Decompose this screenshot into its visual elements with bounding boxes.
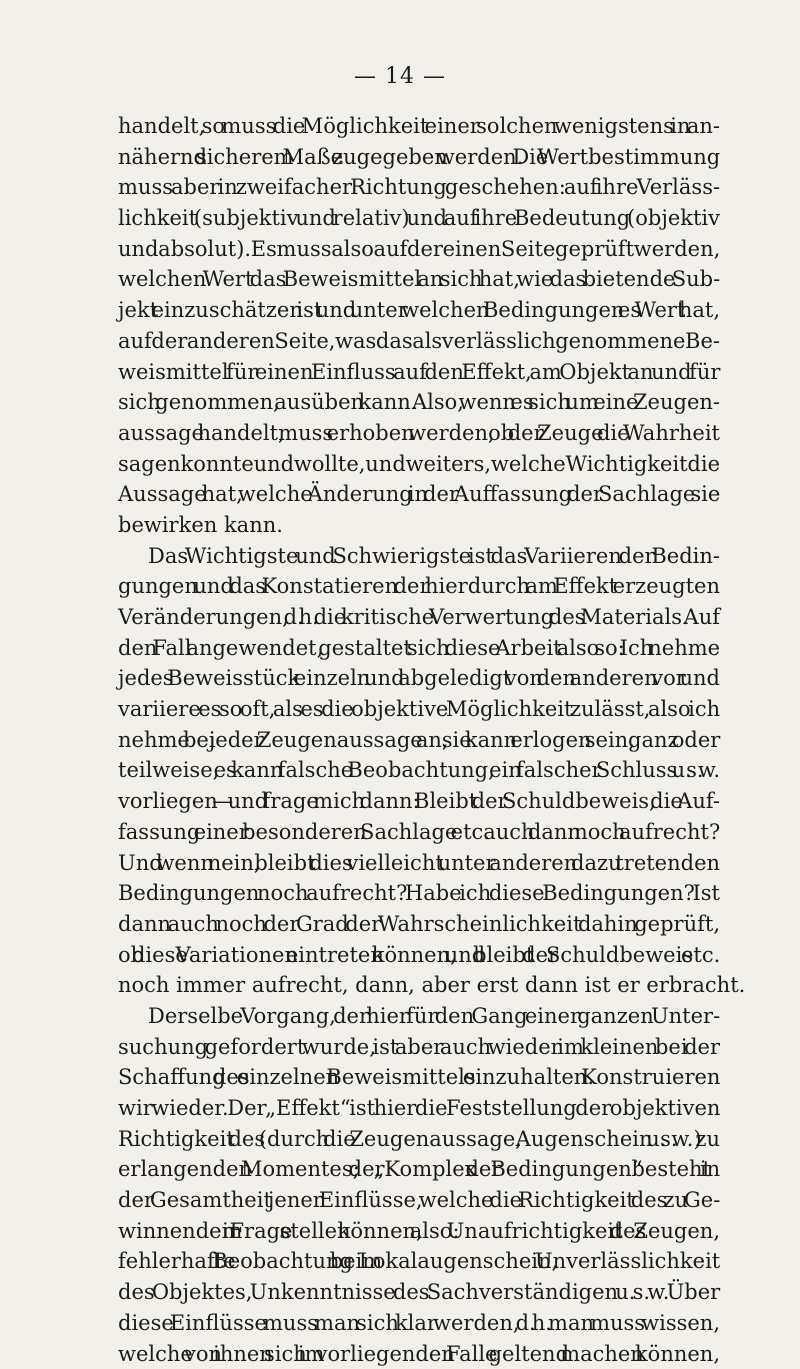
text-line: jekt einzuschätzen ist und unter welchen Bedingungen es Wert hat,	[118, 295, 720, 326]
text-line: der Gesamtheit jener Einflüsse, welche die Richtigkeit des zu Ge-	[118, 1185, 720, 1216]
text-line: fassung einer besonderen Sachlage etc. auch dann noch aufrecht?	[118, 817, 720, 848]
text-line: noch immer aufrecht, dann, aber erst dann ist er erbracht.	[118, 970, 720, 1001]
text-line: gungen und das Konstatieren der hierdurch am Effekt erzeugten	[118, 571, 720, 602]
page-number: — 14 —	[0, 64, 800, 89]
text-line: variiere es so oft, als es die objektive Möglichkeit zulässt, also ich	[118, 694, 720, 725]
text-line: den Fall angewendet, gestaltet sich diese Arbeit also so: Ich nehme	[118, 633, 720, 664]
text-line: sich genommen, ausüben kann. Also, wenn es sich um eine Zeugen-	[118, 387, 720, 418]
text-line: Und wenn nein, bleibt dies vielleicht unter anderen dazu tretenden	[118, 848, 720, 879]
text-line: fehlerhafte Beobachtung beim Lokalaugenschein, Unverlässlichkeit	[118, 1246, 720, 1277]
text-line: winnenden in Frage stellen können, also: Unaufrichtigkeit des Zeugen,	[118, 1216, 720, 1247]
text-line: diese Einflüsse muss man sich klar werden, d. h. man muss wissen,	[118, 1308, 720, 1339]
text-line: jedes Beweisstück einzeln und abgeledigt von den anderen vor und	[118, 663, 720, 694]
text-line: Bedingungen noch aufrecht? Habe ich diese Bedingungen? Ist	[118, 878, 720, 909]
text-line: sagen konnte und wollte, und weiters, welche Wichtigkeit die	[118, 449, 720, 480]
text-line: nähernd sicherem Maße zugegeben werden. Die Wertbestimmung	[118, 142, 720, 173]
text-line: des Objektes, Unkenntnisse des Sachverständigen u. s. w. Über	[118, 1277, 720, 1308]
text-line: und absolut). Es muss also auf der einen Seite geprüft werden,	[118, 234, 720, 265]
text-line: lichkeit (subjektiv und relativ) und auf ihre Bedeutung (objektiv	[118, 203, 720, 234]
text-line: ob diese Variationen eintreten können, und bleibt der Schuldbeweis etc.	[118, 940, 720, 971]
text-line: welchen Wert das Beweismittel an sich hat, wie das bietende Sub-	[118, 264, 720, 295]
text-line: Richtigkeit des (durch die Zeugenaussage, Augenschein u. s. w.) zu	[118, 1124, 720, 1155]
text-line: Das Wichtigste und Schwierigste ist das Variieren der Bedin-	[118, 541, 720, 572]
text-line: auf der anderen Seite, was das als verlässlich genommene Be-	[118, 326, 720, 357]
text-line: suchung gefordert wurde, ist aber auch wieder im kleinen bei der	[118, 1032, 720, 1063]
text-line: wir wieder. Der „Effekt“ ist hier die Feststellung der objektiven	[118, 1093, 720, 1124]
text-line: Schaffung des einzelnen Beweismittels einzuhalten. Konstruieren	[118, 1062, 720, 1093]
text-line: aussage handelt, muss erhoben werden, ob der Zeuge die Wahrheit	[118, 418, 720, 449]
text-line: nehme bei jeder Zeugenaussage an, sie kann erlogen sein, ganz oder	[118, 725, 720, 756]
body-text	[118, 111, 720, 1369]
text-line: Aussage hat, welche Änderung in der Auffassung der Sachlage sie	[118, 479, 720, 510]
text-line: erlangenden Momentes; der „Komplex der Bedingungen“ besteht in	[118, 1154, 720, 1185]
text-line: Derselbe Vorgang, der hier für den Gang einer ganzen Unter-	[118, 1001, 720, 1032]
text-line: weismittel für einen Einfluss auf den Effekt, am Objekt an und für	[118, 357, 720, 388]
text-line: vorliegen — und frage mich dann: Bleibt der Schuldbeweis, die Auf-	[118, 786, 720, 817]
text-line: bewirken kann.	[118, 510, 720, 541]
text-line: Veränderungen, d. h. die kritische Verwertung des Materials. Auf	[118, 602, 720, 633]
text-line: welche von ihnen sich im vorliegenden Falle geltend machen können,	[118, 1339, 720, 1369]
text-line: dann auch noch der Grad der Wahrscheinlichkeit dahin geprüft,	[118, 909, 720, 940]
text-line: teilweise, es kann falsche Beobachtung, ein falscher Schluss u. s. w.	[118, 755, 720, 786]
text-line: muss aber in zweifacher Richtung geschehen: auf ihre Verläss-	[118, 172, 720, 203]
text-line: handelt, so muss die Möglichkeit einer solchen wenigstens in an-	[118, 111, 720, 142]
